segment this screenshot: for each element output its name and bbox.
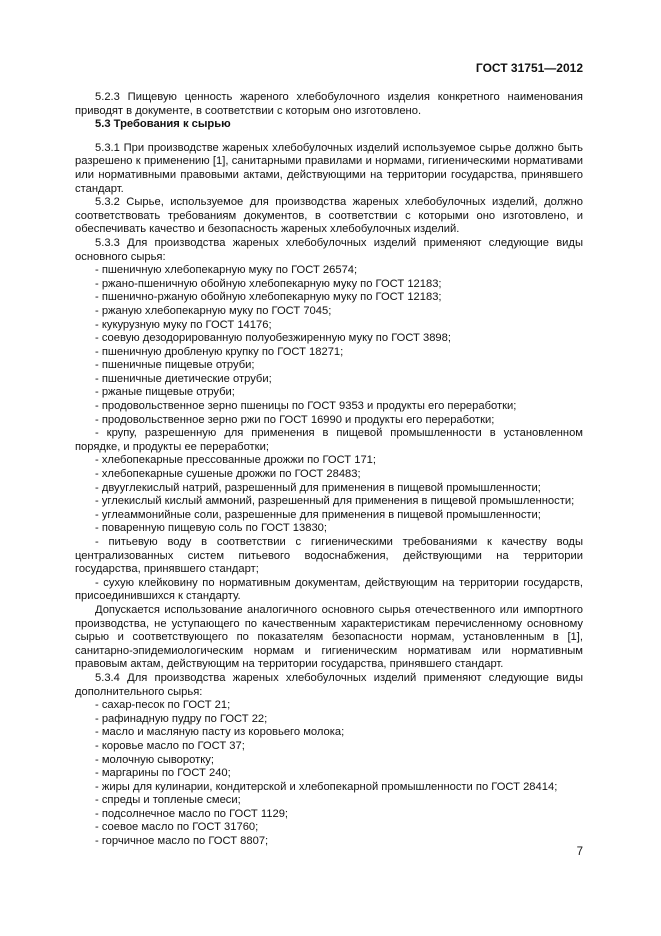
list-item: - коровье масло по ГОСТ 37;	[95, 739, 245, 752]
list-item: - соевое масло по ГОСТ 31760;	[95, 821, 259, 834]
list-item: - горчичное масло по ГОСТ 8807;	[95, 835, 269, 848]
section-heading-5-3: 5.3 Требования к сырью	[95, 118, 231, 131]
list-item: - соевую дезодорированную полуобезжиренную муку по ГОСТ 3898;	[95, 332, 451, 345]
paragraph-5-3-1: 5.3.1 При производстве жареных хлебобулочных изделий используемое сырье должно быть разрешено к применению [1], санитарными правилами и нормами, гигиеническими нормативами или нормативными правовыми актами, действующими на территории государства, принявшего стандарт.	[75, 141, 583, 195]
list-item: - крупу, разрешенную для применения в пищевой промышленности в установленном порядке, и продукты ее переработки;	[75, 427, 583, 453]
paragraph-5-2-3: 5.2.3 Пищевую ценность жареного хлебобулочного изделия конкретного наименования приводят в документе, в соответствии с которым оно изготовлено.	[75, 91, 583, 117]
basic-raw-materials-list	[75, 264, 583, 604]
list-item: - маргарины по ГОСТ 240;	[95, 767, 231, 780]
list-item: - продовольственное зерно пшеницы по ГОСТ 9353 и продукты его переработки;	[95, 400, 517, 413]
list-item: - кукурузную муку по ГОСТ 14176;	[95, 318, 272, 331]
list-item: - сухую клейковину по нормативным документам, действующим на территории государств, присоединившихся к стандарту.	[75, 576, 583, 603]
document-code-header: ГОСТ 31751—2012	[475, 61, 583, 75]
list-item: - углекислый кислый аммоний, разрешенный для применения в пищевой промышленности;	[95, 495, 575, 508]
page-number: 7	[576, 846, 583, 858]
list-item: - продовольственное зерно ржи по ГОСТ 16990 и продукты его переработки;	[95, 413, 495, 426]
document-body	[75, 91, 583, 849]
list-item: - пшеничные диетические отруби;	[95, 372, 272, 385]
list-item: - ржаные пищевые отруби;	[95, 386, 235, 399]
list-item: - рафинадную пудру по ГОСТ 22;	[95, 712, 268, 725]
paragraph-5-3-3: 5.3.3 Для производства жареных хлебобулочных изделий применяют следующие виды основного сырья:	[75, 236, 583, 263]
list-item: - двууглекислый натрий, разрешенный для применения в пищевой промышленности;	[95, 481, 541, 494]
list-item: - пшенично-ржаную обойную хлебопекарную муку по ГОСТ 12183;	[95, 291, 442, 304]
list-item: - хлебопекарные прессованные дрожжи по ГОСТ 171;	[95, 454, 377, 467]
list-item: - жиры для кулинарии, кондитерской и хлебопекарной промышленности по ГОСТ 28414;	[95, 780, 558, 793]
list-item: - спреды и топленые смеси;	[95, 794, 241, 807]
list-item: - масло и масляную пасту из коровьего молока;	[95, 726, 345, 739]
list-item: - молочную сыворотку;	[95, 753, 214, 766]
list-item: - подсолнечное масло по ГОСТ 1129;	[95, 807, 289, 820]
paragraph-5-3-4: 5.3.4 Для производства жареных хлебобулочных изделий применяют следующие виды дополнительного сырья:	[75, 671, 583, 698]
list-item: - ржано-пшеничную обойную хлебопекарную муку по ГОСТ 12183;	[95, 277, 442, 290]
list-item: - ржаную хлебопекарную муку по ГОСТ 7045;	[95, 304, 332, 317]
paragraph-5-3-2: 5.3.2 Сырье, используемое для производства жареных хлебобулочных изделий, должно соответствовать требованиям документов, в соответствии с которыми оно изготовлено, и обеспечивать качество и безопасность жареных хлебобулочных изделий.	[75, 196, 583, 236]
list-item: - пшеничные пищевые отруби;	[95, 359, 255, 372]
list-item: - поваренную пищевую соль по ГОСТ 13830;	[95, 522, 327, 535]
list-item: - пшеничную хлебопекарную муку по ГОСТ 26574;	[95, 264, 358, 277]
list-item: - углеаммонийные соли, разрешенные для применения в пищевой промышленности;	[95, 508, 541, 521]
additional-raw-materials-list	[75, 699, 583, 849]
list-item: - сахар-песок по ГОСТ 21;	[95, 699, 231, 712]
paragraph-allowed-alternatives: Допускается использование аналогичного основного сырья отечественного или импортного производства, не уступающего по качественным характеристикам перечисленному основному сырью и соответствующего по показателям безопасности нормам, установленным в [1], санитарно-эпидемиологическим нормам и гигиеническим нормативам или нормативным правовым актам, действующим на территории государства, принявшего стандарт.	[75, 603, 583, 671]
list-item: - питьевую воду в соответствии с гигиеническими требованиями к качеству воды централизованных систем питьевого водоснабжения, действующими на территории государства, принявшего стандарт;	[75, 536, 583, 576]
list-item: - пшеничную дробленую крупку по ГОСТ 18271;	[95, 345, 344, 358]
list-item: - хлебопекарные сушеные дрожжи по ГОСТ 28483;	[95, 468, 361, 481]
